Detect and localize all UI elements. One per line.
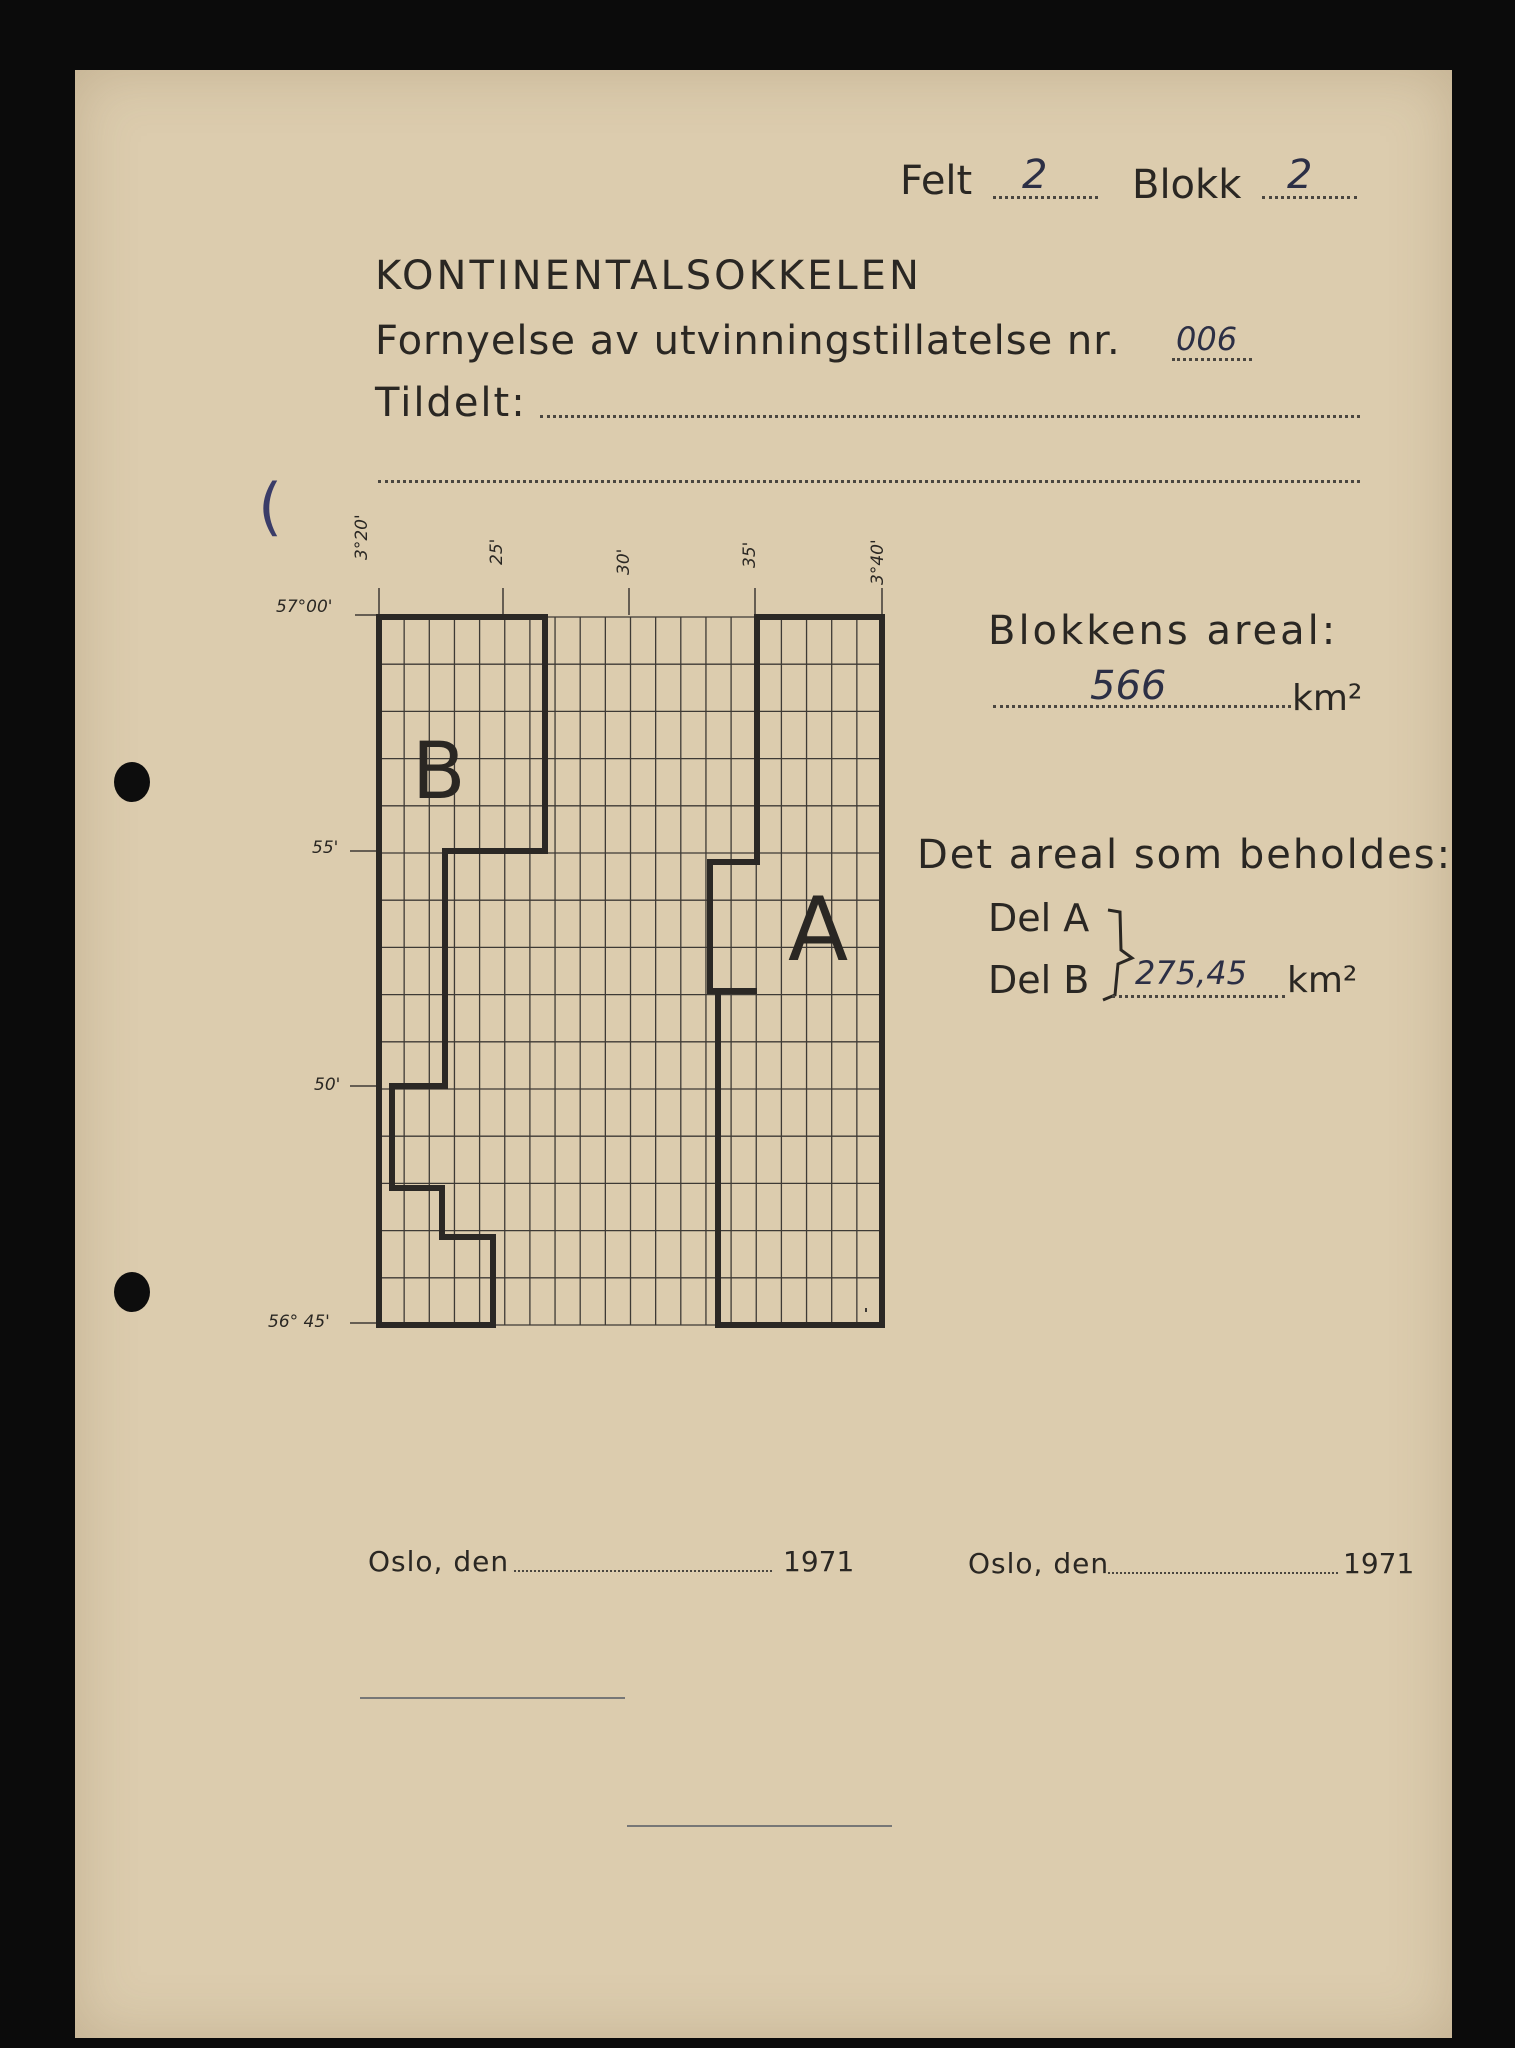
blokk-value: 2	[1287, 152, 1313, 198]
part-b-label: Del B	[988, 958, 1090, 1002]
lat-label-50: 50'	[314, 1075, 341, 1095]
footer-left-place: Oslo, den	[368, 1545, 510, 1578]
part-a-label: Del A	[988, 896, 1090, 940]
block-area-value: 566	[1090, 663, 1167, 709]
footer-right-year: 1971	[1343, 1547, 1415, 1580]
margin-mark: (	[258, 470, 283, 543]
blokk-label: Blokk	[1132, 162, 1242, 208]
lon-label-3-20: 3°20'	[352, 514, 372, 560]
licence-number: 006	[1176, 320, 1238, 358]
document-title: KONTINENTALSOKKELEN	[375, 253, 922, 299]
signature-line-right	[627, 1825, 892, 1827]
subtitle-label: Fornyelse av utvinningstillatelse nr.	[375, 318, 1121, 364]
lon-label-25: 25'	[487, 538, 507, 565]
footer-left-dots	[514, 1570, 772, 1572]
block-area-unit: km²	[1292, 678, 1363, 719]
felt-label: Felt	[900, 158, 973, 204]
footer-right-place: Oslo, den	[968, 1547, 1110, 1580]
tildelt-label: Tildelt:	[375, 380, 527, 426]
footer-right-dots	[1108, 1572, 1338, 1574]
region-b-label: B	[412, 727, 466, 817]
block-area-label: Blokkens areal:	[988, 608, 1339, 654]
retained-area-label: Det areal som beholdes:	[917, 832, 1453, 878]
lat-label-57-00: 57°00'	[276, 597, 333, 617]
lat-label-56-45: 56° 45'	[268, 1312, 330, 1332]
lon-label-35: 35'	[740, 541, 760, 568]
felt-value: 2	[1022, 152, 1048, 198]
lon-label-30: 30'	[614, 548, 634, 575]
region-a-label: A	[788, 878, 849, 981]
signature-line-left	[360, 1697, 625, 1699]
retained-area-unit: km²	[1287, 960, 1358, 1001]
retained-area-dots	[1112, 995, 1285, 998]
lat-label-55: 55'	[312, 838, 339, 858]
footer-left-year: 1971	[783, 1545, 855, 1578]
lon-label-3-40: 3°40'	[868, 539, 888, 585]
retained-area-value: 275,45	[1135, 954, 1247, 992]
